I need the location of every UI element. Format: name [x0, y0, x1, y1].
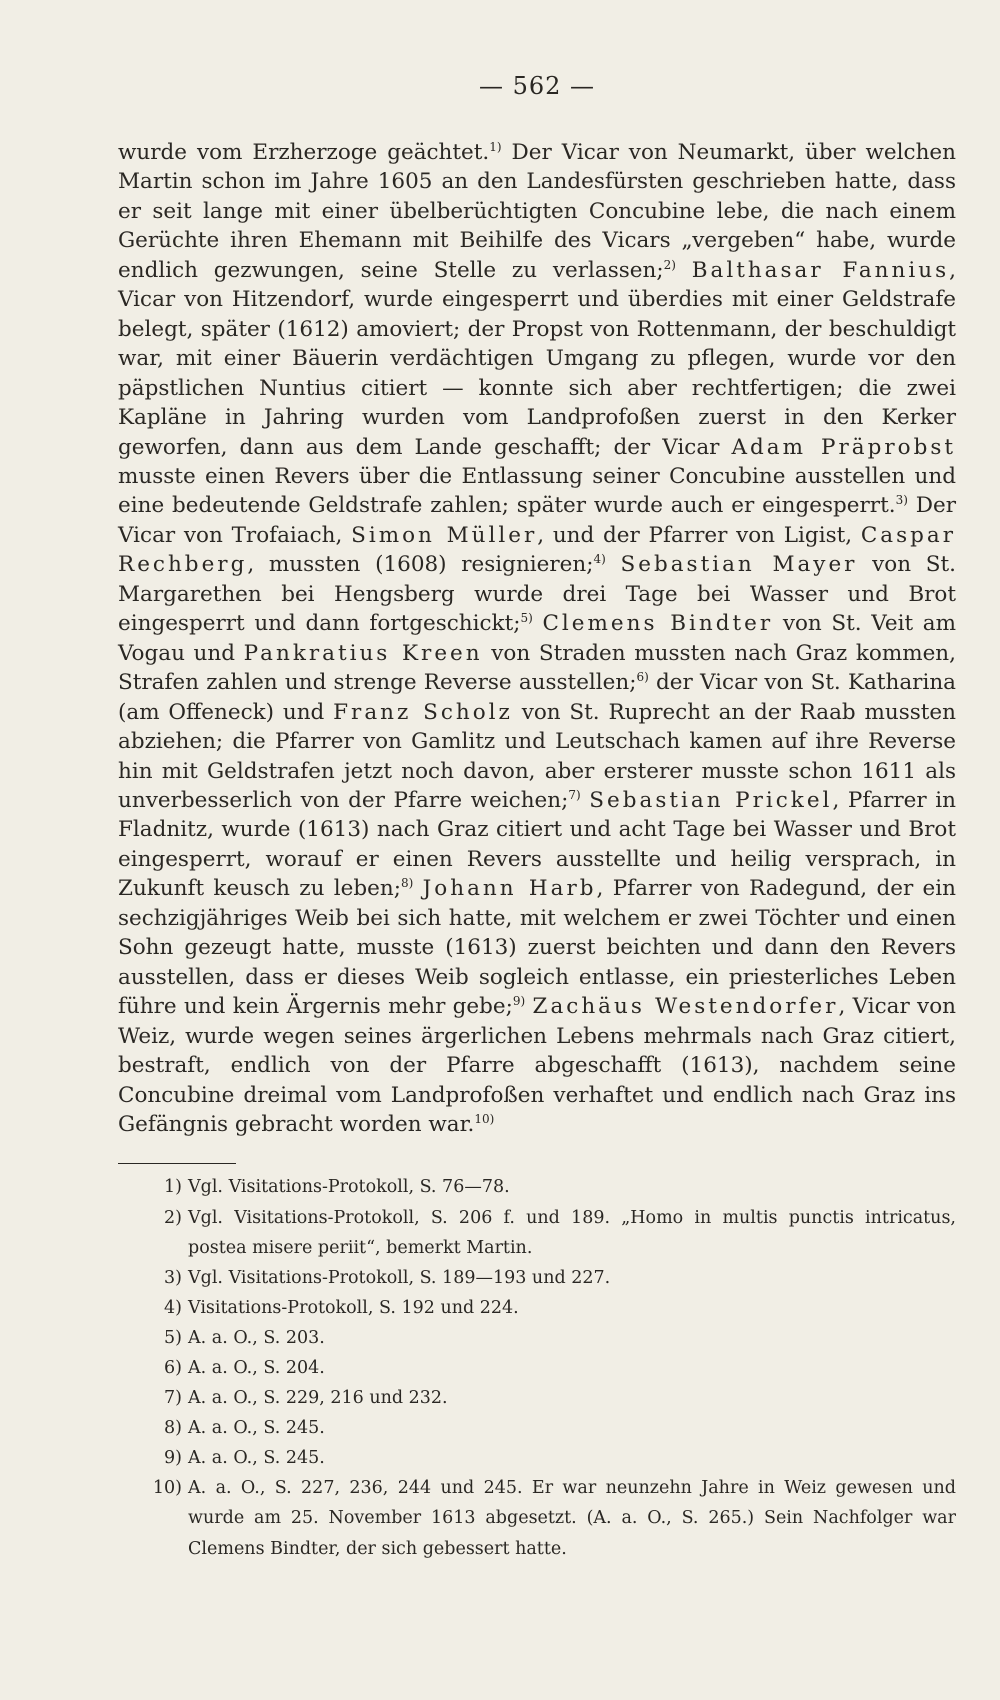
footnote-text: A. a. O., S. 203.: [188, 1327, 325, 1348]
person-name: Clemens Bindter: [542, 611, 774, 637]
person-name: Franz Scholz: [333, 699, 513, 725]
person-name: Pankratius Kreen: [243, 640, 483, 666]
text-run: , und der Pfarrer von Ligist,: [537, 522, 861, 548]
text-run: [606, 552, 621, 577]
footnote-text: Vgl. Visitations-Protokoll, S. 76—78.: [188, 1177, 510, 1198]
main-paragraph: [118, 138, 956, 1139]
person-name: Johann Harb: [422, 876, 597, 902]
footnote: [118, 1473, 956, 1563]
person-name: Zachäus Westendorfer: [532, 994, 839, 1020]
footnote-number: 6): [164, 1357, 182, 1378]
footnote: [118, 1383, 956, 1413]
text-run: Der Vicar von Neumarkt, über welchen Martin schon im Jahre 1605 an den Landesfürsten geschrieben hatte, dass er seit lange mit einer übelberüchtigten Concubine lebe, die nach einem Gerüchte ihren Ehemann mit Beihilfe des Vicars „vergeben“ habe, wurde endlich gezwungen, seine Stelle zu verlassen;: [118, 140, 956, 283]
text-run: [525, 994, 532, 1019]
footnote-ref: 7): [568, 787, 581, 802]
footnote-ref: 8): [400, 876, 414, 891]
page-number: — 562 —: [478, 72, 596, 100]
footnote-text: A. a. O., S. 227, 236, 244 und 245. Er war neunzehn Jahre in Weiz gewesen und wurde am 25. November 1613 abgesetzt. (A. a. O., S. 265.) Sein Nachfolger war Clemens Bindter, der sich gebessert hatte.: [188, 1478, 956, 1559]
footnote-number: 3): [164, 1267, 182, 1288]
footnote: [118, 1323, 956, 1353]
footnote: [118, 1413, 956, 1443]
footnote-ref: 9): [512, 993, 526, 1008]
footnote: [118, 1263, 956, 1293]
person-name: Sebastian Prickel: [589, 787, 833, 813]
person-name: Balthasar Fannius: [691, 257, 950, 283]
footnote-text: A. a. O., S. 229, 216 und 232.: [188, 1388, 448, 1409]
footnote-text: Vgl. Visitations-Protokoll, S. 206 f. und 189. „Homo in multis punctis intricatus, postea misere periit“, bemerkt Martin.: [188, 1207, 956, 1258]
footnote-ref: 4): [593, 552, 606, 567]
text-run: , Pfarrer von Radegund, der ein sechzigjähriges Weib bei sich hatte, mit welchem er zwei Töchter und einen Sohn gezeugt hatte, musste (1613) zuerst beichten und dann den Revers ausstellen, dass er dieses Weib sogleich entlasse, ein priesterliches Leben führe und kein Ärgernis mehr gebe;: [118, 876, 957, 1020]
footnote-number: 9): [164, 1448, 182, 1469]
text-run: wurde vom Erzherzoge geächtet.: [118, 140, 490, 165]
footnote-ref: 1): [489, 139, 502, 154]
footnote: [118, 1293, 956, 1323]
main-text: [118, 138, 956, 1139]
footnote: [118, 1203, 956, 1263]
footnote-text: A. a. O., S. 245.: [188, 1418, 325, 1439]
footnote-number: 2): [164, 1207, 182, 1228]
book-page: [118, 68, 956, 1668]
text-run: von St. Margarethen bei Hengsberg wurde drei Tage bei Wasser und Brot eingesperrt und dann fortgeschickt;: [118, 552, 956, 637]
text-run: von Straden mussten nach Graz kommen, Strafen zahlen und strenge Reverse ausstellen;: [118, 640, 956, 696]
footnote-text: A. a. O., S. 204.: [188, 1357, 325, 1378]
footnote-ref: 10): [474, 1111, 495, 1126]
text-run: [413, 876, 422, 901]
footnote-text: Visitations-Protokoll, S. 192 und 224.: [188, 1297, 519, 1318]
footnote-number: 5): [164, 1327, 182, 1348]
footnote: [118, 1172, 956, 1202]
text-run: , Vicar von Hitzendorf, wurde eingesperrt und überdies mit einer Geldstrafe belegt, später (1612) amoviert; der Propst von Rottenmann, der beschuldigt war, mit einer Bäuerin verdächtigen Umgang zu pflegen, wurde vor den päpstlichen Nuntius citiert — konnte sich aber rechtfertigen; die zwei Kapläne in Jahring wurden vom Landprofoßen zuerst in den Kerker geworfen, dann aus dem Lande geschafft; der Vicar: [118, 257, 956, 460]
footnote-number: 4): [164, 1297, 182, 1318]
text-run: , Pfarrer in Fladnitz, wurde (1613) nach Graz citiert und acht Tage bei Wasser und Brot eingesperrt, worauf er einen Revers ausstellte und heilig versprach, in Zukunft keusch zu leben;: [118, 787, 956, 902]
text-run: , mussten (1608) resignieren;: [247, 552, 594, 578]
footnote-number: 8): [164, 1418, 182, 1439]
footnote-number: 7): [164, 1388, 182, 1409]
footnote-rule: [118, 1163, 236, 1164]
footnote-ref: 6): [636, 670, 649, 684]
text-run: [676, 258, 692, 283]
person-name: Sebastian Mayer: [620, 552, 858, 578]
footnote: [118, 1353, 956, 1383]
text-run: [581, 788, 590, 813]
person-name: Adam Präprobst: [731, 434, 957, 460]
footnote-ref: 2): [663, 257, 676, 272]
footnote-number: 1): [164, 1177, 182, 1198]
footnote-ref: 5): [520, 611, 533, 626]
footnote-ref: 3): [895, 493, 908, 508]
text-run: , Vicar von Weiz, wurde wegen seines ärgerlichen Lebens mehrmals nach Graz citiert, bestraft, endlich von der Pfarre abgeschafft (1613), nachdem seine Concubine dreimal vom Landprofoßen verhaftet und endlich nach Graz ins Gefängnis gebracht worden war.: [118, 994, 956, 1137]
footnote-text: A. a. O., S. 245.: [188, 1448, 325, 1469]
footnote-number: 10): [152, 1478, 182, 1499]
text-run: von St. Veit am Vogau und: [118, 611, 956, 666]
text-run: von St. Ruprecht an der Raab mussten abziehen; die Pfarrer von Gamlitz und Leutschach kamen auf ihre Reverse hin mit Geldstrafen jetzt noch davon, aber ersterer musste schon 1611 als unverbesserlich von der Pfarre weichen;: [118, 699, 956, 813]
text-run: Der Vicar von Trofaiach,: [118, 493, 956, 548]
footnotes: [118, 1172, 956, 1563]
footnote: [118, 1443, 956, 1473]
text-run: der Vicar von St. Katharina (am Offeneck) und: [118, 670, 956, 725]
person-name: Simon Müller: [351, 522, 538, 548]
footnote-text: Vgl. Visitations-Protokoll, S. 189—193 und 227.: [188, 1267, 611, 1288]
text-run: musste einen Revers über die Entlassung seiner Concubine ausstellen und eine bedeutende Geldstrafe zahlen; später wurde auch er eingesperrt.: [118, 463, 956, 519]
person-name: Caspar Rechberg: [118, 522, 956, 578]
